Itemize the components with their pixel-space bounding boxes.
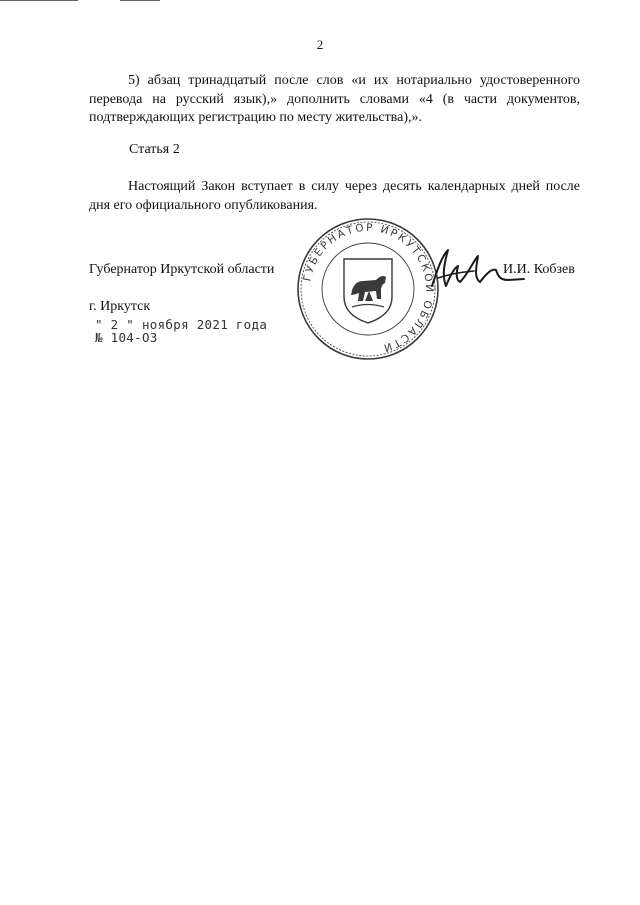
amendment-paragraph: 5) абзац тринадцатый после слов «и их нотариально удостоверенного перевода на русский язык),» дополнить словами «4 (в части документов, подтверждающих регистрацию по месту жительства),».	[89, 73, 580, 125]
article-heading: Статья 2	[129, 142, 180, 157]
governor-title: Губернатор Иркутской области	[89, 262, 275, 277]
top-edge-rule	[0, 0, 78, 1]
law-date: " 2 " ноября 2021 года	[95, 317, 268, 332]
article-text: Настоящий Закон вступает в силу через десять календарных дней после дня его официального опубликования.	[89, 179, 580, 213]
coat-of-arms-babr-icon	[344, 259, 392, 323]
governor-name: И.И. Кобзев	[503, 262, 575, 277]
page-number: 2	[316, 37, 324, 52]
city: г. Иркутск	[89, 299, 151, 314]
top-edge-rule	[120, 0, 160, 1]
seal-text: ГУБЕРНАТОР ИРКУТСКОЙ ОБЛАСТИ	[301, 221, 436, 355]
official-seal	[296, 217, 440, 361]
law-number: № 104-ОЗ	[95, 330, 158, 345]
